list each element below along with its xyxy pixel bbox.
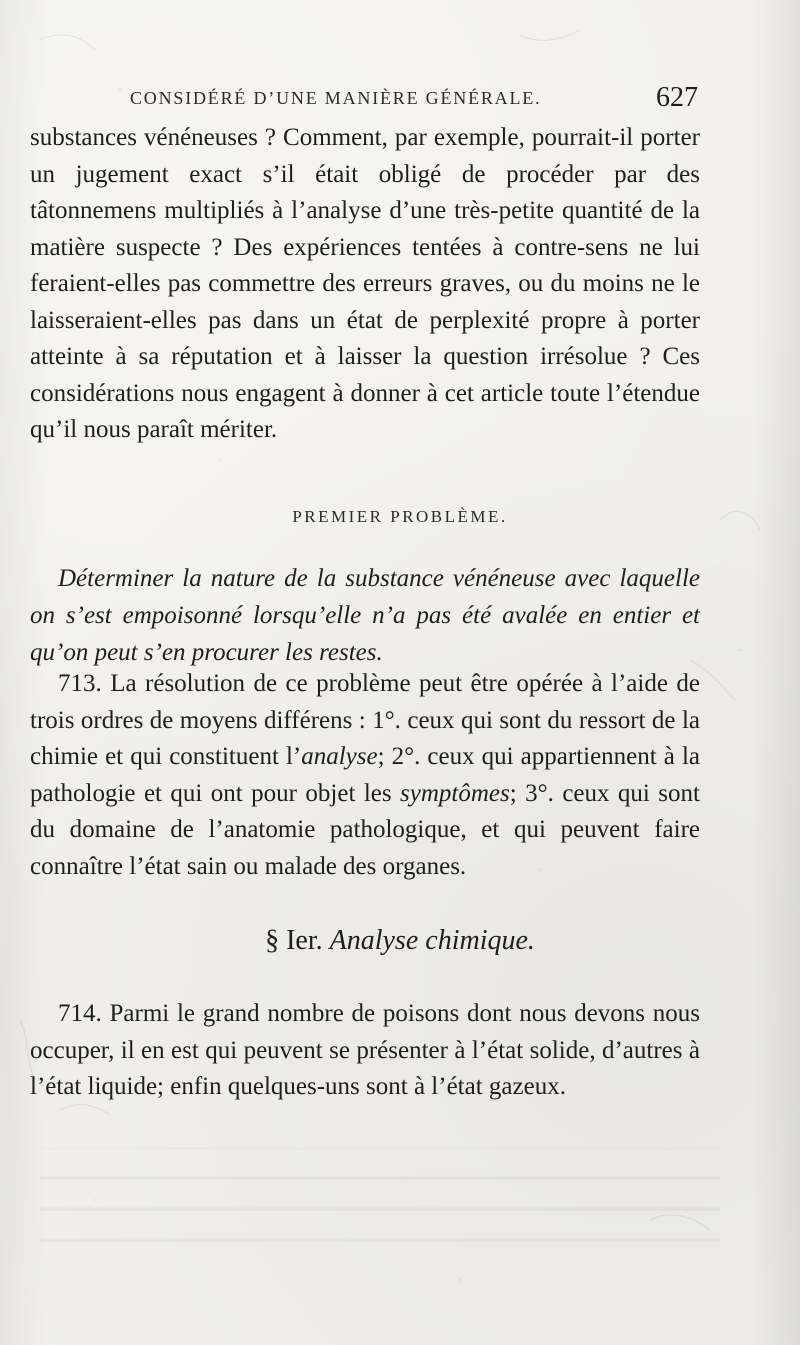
problem-statement-text: Déterminer la nature de la substance vénéneuse avec laquelle on s’est empoisonné lorsqu’elle n’a pas été avalée en entier et qu’on peut s’en procurer les restes. xyxy=(30,565,700,666)
p713-analyse: analyse xyxy=(301,743,378,770)
problem-statement xyxy=(30,560,700,671)
paragraph-713 xyxy=(30,666,700,885)
bleed-through-texture xyxy=(40,1148,720,1268)
p713-part3: ; 3°. ceux qui sont du domaine de l’anatomie pathologique, et qui peuvent faire connaître l’état sain ou malade des organes. xyxy=(30,779,700,880)
p713-part2: ; 2°. ceux qui appartiennent à la pathologie et qui ont pour objet les xyxy=(30,743,700,807)
p713-symptomes: symptômes xyxy=(400,779,510,807)
p714-text: 714. Parmi le grand nombre de poisons dont nous devons nous occuper, il en est qui peuvent se présenter à l’état solide, d’autres à l’état liquide; enfin quelques-uns sont à l’état gazeux. xyxy=(30,1000,700,1100)
running-title: CONSIDÉRÉ D’UNE MANIÈRE GÉNÉRALE. xyxy=(130,88,542,108)
subsection-heading xyxy=(0,925,800,957)
page-number: 627 xyxy=(656,82,698,113)
p713-part1: 713. La résolution de ce problème peut être opérée à l’aide de trois ordres de moyens différens : 1°. ceux qui sont du ressort de la chimie et qui constituent l’ xyxy=(30,670,700,770)
paragraph-continuation: substances vénéneuses ? Comment, par exemple, pourrait-il porter un jugement exact s’il était obligé de procéder par des tâtonnemens multipliés à l’analyse d’une très-petite quantité de la matière suspecte ? Des expériences tentées à contre-sens ne lui feraient-elles pas commettre des erreurs graves, ou du moins ne le laisseraient-elles pas dans un état de perplexité propre à porter atteinte à sa réputation et à laisser la question irrésolue ? Ces considérations nous engagent à donner à cet article toute l’étendue qu’il nous paraît mériter. xyxy=(30,124,700,443)
section-heading: PREMIER PROBLÈME. xyxy=(292,507,508,526)
subsection-symbol: § Ier. xyxy=(265,925,323,956)
subsection-title: Analyse chimique. xyxy=(329,925,535,956)
paragraph-714 xyxy=(30,996,700,1106)
page-header xyxy=(130,82,698,116)
